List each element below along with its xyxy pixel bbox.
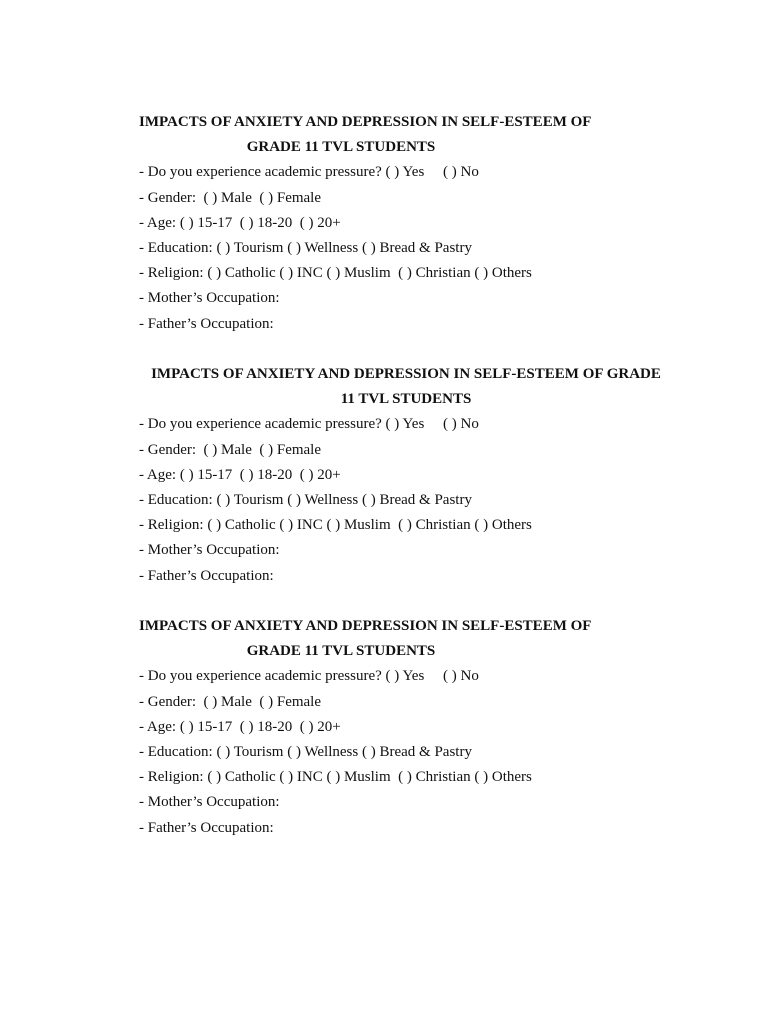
survey-title-line-2: 11 TVL STUDENTS <box>340 391 472 408</box>
question-mother-occupation: - Mother’s Occupation: <box>139 794 280 811</box>
question-academic-pressure: - Do you experience academic pressure? ( ) Yes ( ) No <box>139 668 479 685</box>
question-gender: - Gender: ( ) Male ( ) Female <box>139 189 322 206</box>
survey-title-line-1: IMPACTS OF ANXIETY AND DEPRESSION IN SELF-ESTEEM OF GRADE <box>151 366 661 382</box>
survey-block-1 <box>139 110 679 337</box>
question-gender: - Gender: ( ) Male ( ) Female <box>139 441 322 458</box>
survey-title-line-2: GRADE 11 TVL STUDENTS <box>246 139 436 156</box>
question-religion: - Religion: ( ) Catholic ( ) INC ( ) Muslim ( ) Christian ( ) Others <box>139 265 532 282</box>
question-age: - Age: ( ) 15-17 ( ) 18-20 ( ) 20+ <box>139 718 341 735</box>
question-education: - Education: ( ) Tourism ( ) Wellness ( ) Bread & Pastry <box>139 240 472 257</box>
question-religion: - Religion: ( ) Catholic ( ) INC ( ) Muslim ( ) Christian ( ) Others <box>139 769 532 786</box>
question-religion: - Religion: ( ) Catholic ( ) INC ( ) Muslim ( ) Christian ( ) Others <box>139 517 532 534</box>
question-mother-occupation: - Mother’s Occupation: <box>139 542 280 559</box>
survey-title-line-1: IMPACTS OF ANXIETY AND DEPRESSION IN SELF-ESTEEM OF <box>139 114 592 130</box>
question-gender: - Gender: ( ) Male ( ) Female <box>139 693 322 710</box>
question-father-occupation: - Father’s Occupation: <box>139 819 274 836</box>
question-mother-occupation: - Mother’s Occupation: <box>139 290 280 307</box>
question-age: - Age: ( ) 15-17 ( ) 18-20 ( ) 20+ <box>139 466 341 483</box>
question-father-occupation: - Father’s Occupation: <box>139 315 274 332</box>
question-academic-pressure: - Do you experience academic pressure? ( ) Yes ( ) No <box>139 416 479 433</box>
survey-title-line-2: GRADE 11 TVL STUDENTS <box>246 643 436 660</box>
question-education: - Education: ( ) Tourism ( ) Wellness ( ) Bread & Pastry <box>139 744 472 761</box>
survey-block-3 <box>139 614 679 841</box>
survey-title-line-1: IMPACTS OF ANXIETY AND DEPRESSION IN SELF-ESTEEM OF <box>139 618 592 634</box>
question-age: - Age: ( ) 15-17 ( ) 18-20 ( ) 20+ <box>139 214 341 231</box>
question-education: - Education: ( ) Tourism ( ) Wellness ( ) Bread & Pastry <box>139 492 472 509</box>
survey-block-2 <box>139 362 679 589</box>
question-father-occupation: - Father’s Occupation: <box>139 567 274 584</box>
question-academic-pressure: - Do you experience academic pressure? ( ) Yes ( ) No <box>139 164 479 181</box>
